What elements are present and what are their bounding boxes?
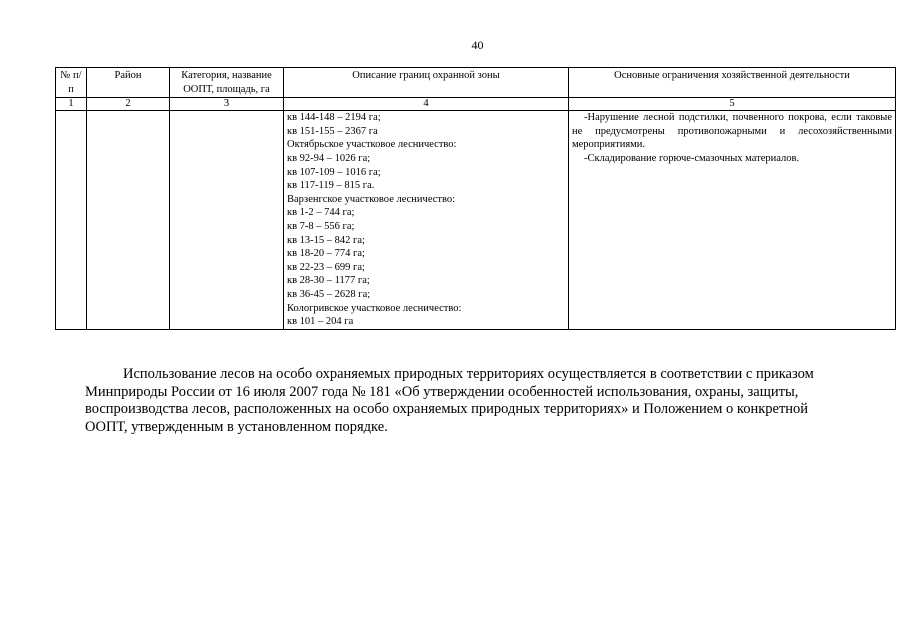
description-line: кв 28-30 – 1177 га; [287,275,370,287]
header-district: Район [87,68,170,98]
column-number: 2 [87,98,170,111]
description-line: Октябрьское участковое лесничество: [287,139,457,151]
boundaries-table [55,67,896,330]
description-line: кв 107-109 – 1016 га; [287,166,381,178]
table-row [56,111,896,330]
description-line: кв 36-45 – 2628 га; [287,288,371,300]
description-line: кв 151-155 – 2367 га [287,125,378,137]
description-line: кв 144-148 – 2194 га; [287,112,381,124]
restriction-item: -Нарушение лесной подстилки, почвенного покрова, если таковые не предусмотрены противопожарными и лесохозяйственными мероприятиями. [572,112,892,151]
restriction-item: -Складирование горюче-смазочных материалов. [584,152,800,164]
column-number: 5 [569,98,896,111]
description-line: кв 92-94 – 1026 га; [287,152,371,164]
description-line: Кологривское участковое лесничество: [287,302,462,314]
header-category: Категория, название ООПТ, площадь, га [170,68,284,98]
description-line: кв 22-23 – 699 га; [287,261,365,273]
description-line: кв 101 – 204 га [287,316,354,328]
description-line: кв 7-8 – 556 га; [287,220,355,232]
description-line: кв 1-2 – 744 га; [287,207,355,219]
column-number: 4 [284,98,569,111]
description-line: кв 117-119 – 815 га. [287,180,375,192]
body-paragraph: Использование лесов на особо охраняемых природных территориях осуществляется в соответствии с приказом Минприроды России от 16 июля 2007 года № 181 «Об утверждении особенностей использования, охраны, защиты, воспроизводства лесов, расположенных на особо охраняемых природных территориях» и Положением о конкретной ООПТ, утвержденным в установленном порядке. [85,366,814,435]
column-numbers-row [56,98,896,111]
cell-description [284,111,569,330]
table-header-row [56,68,896,98]
cell-restrictions [569,111,896,330]
header-number: № п/п [56,68,87,98]
description-line: Варзенгское участковое лесничество: [287,193,456,205]
description-line: кв 18-20 – 774 га; [287,248,365,260]
cell-number [56,111,87,330]
header-description: Описание границ охранной зоны [284,68,569,98]
column-number: 3 [170,98,284,111]
cell-district [87,111,170,330]
header-restrictions: Основные ограничения хозяйственной деятельности [569,68,896,98]
description-line: кв 13-15 – 842 га; [287,234,365,246]
column-number: 1 [56,98,87,111]
page-number: 40 [471,38,484,52]
cell-category [170,111,284,330]
